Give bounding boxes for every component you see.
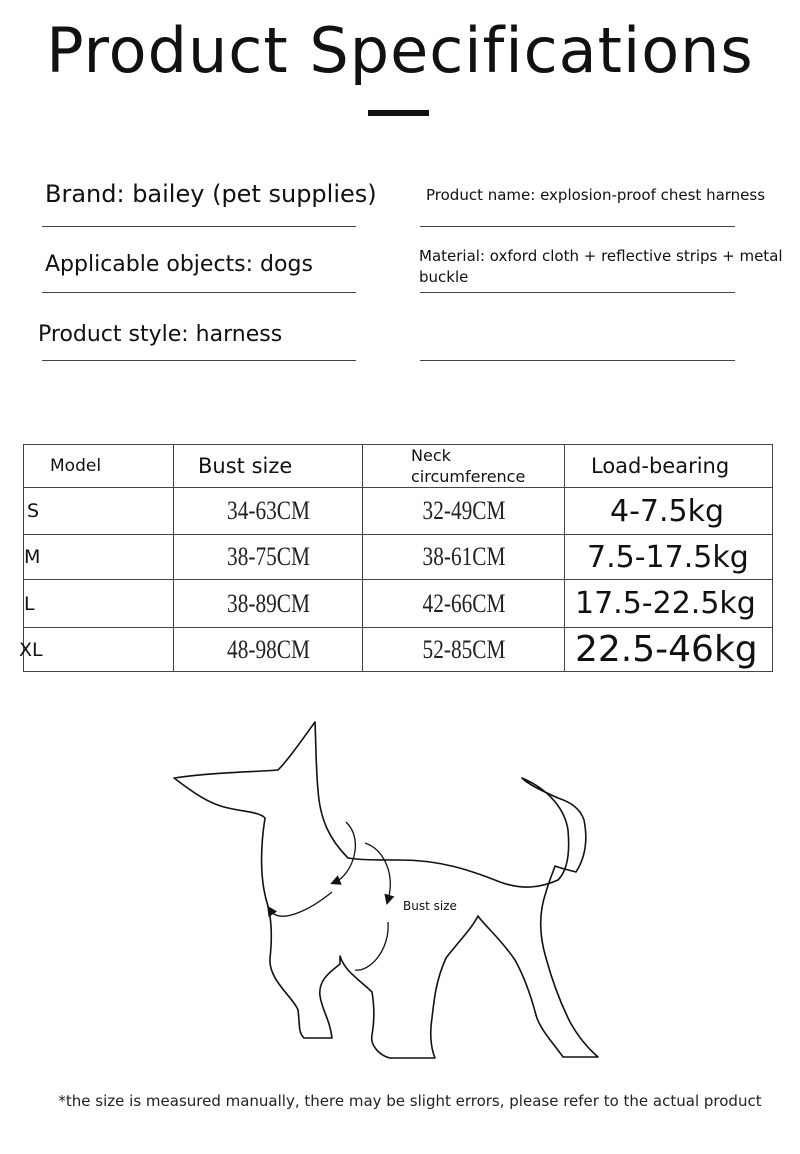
table-row xyxy=(24,535,773,580)
spec-brand-underline xyxy=(42,226,356,227)
bust-arrow-loop xyxy=(355,922,388,970)
cell-bust: 34-63CM xyxy=(191,488,346,535)
spec-material-underline xyxy=(420,292,735,293)
cell-model: M xyxy=(24,535,174,580)
title-divider xyxy=(368,110,429,116)
cell-bust: 38-89CM xyxy=(191,580,346,628)
cell-load: 4-7.5kg xyxy=(565,488,773,535)
table-row xyxy=(24,628,773,672)
spec-material: Material: oxford cloth + reflective strips + metal buckle xyxy=(419,247,783,286)
spec-style: Product style: harness xyxy=(38,322,283,347)
table-row xyxy=(24,488,773,535)
cell-model: L xyxy=(24,580,174,628)
cell-neck: 52-85CM xyxy=(381,628,547,672)
spec-empty-underline xyxy=(420,360,735,361)
col-header-neck: Neck circumference xyxy=(363,445,565,488)
cell-load: 17.5-22.5kg xyxy=(565,580,773,628)
bust-size-label: Bust size xyxy=(403,899,457,913)
cell-load: 7.5-17.5kg xyxy=(565,535,773,580)
page-title: Product Specifications xyxy=(46,14,754,87)
table-row xyxy=(24,580,773,628)
dog-diagram xyxy=(160,710,620,1070)
spec-brand: Brand: bailey (pet supplies) xyxy=(45,180,377,208)
table-header-row xyxy=(24,445,773,488)
spec-product-name-underline xyxy=(420,226,735,227)
cell-model-label: XL xyxy=(19,638,43,661)
spec-product-name: Product name: explosion-proof chest harness xyxy=(426,186,766,204)
cell-load: 22.5-46kg xyxy=(565,628,773,672)
cell-neck: 32-49CM xyxy=(381,488,547,535)
size-table xyxy=(19,444,773,672)
spec-style-underline xyxy=(42,360,356,361)
spec-applicable: Applicable objects: dogs xyxy=(45,252,313,277)
dog-outline xyxy=(174,722,598,1058)
col-header-load: Load-bearing xyxy=(565,445,773,488)
spec-applicable-underline xyxy=(42,292,356,293)
cell-neck: 38-61CM xyxy=(381,535,547,580)
neck-arrow-curve xyxy=(335,822,355,882)
cell-neck: 42-66CM xyxy=(381,580,547,628)
neck-arrow-loop xyxy=(270,892,332,916)
col-header-bust: Bust size xyxy=(174,445,363,488)
footer-note: *the size is measured manually, there may be slight errors, please refer to the actual product xyxy=(58,1092,762,1110)
cell-model xyxy=(19,628,174,672)
cell-bust: 48-98CM xyxy=(191,628,346,672)
cell-model: S xyxy=(24,488,174,535)
col-header-model: Model xyxy=(24,445,174,488)
cell-bust: 38-75CM xyxy=(191,535,346,580)
bust-arrow-curve xyxy=(365,843,390,900)
